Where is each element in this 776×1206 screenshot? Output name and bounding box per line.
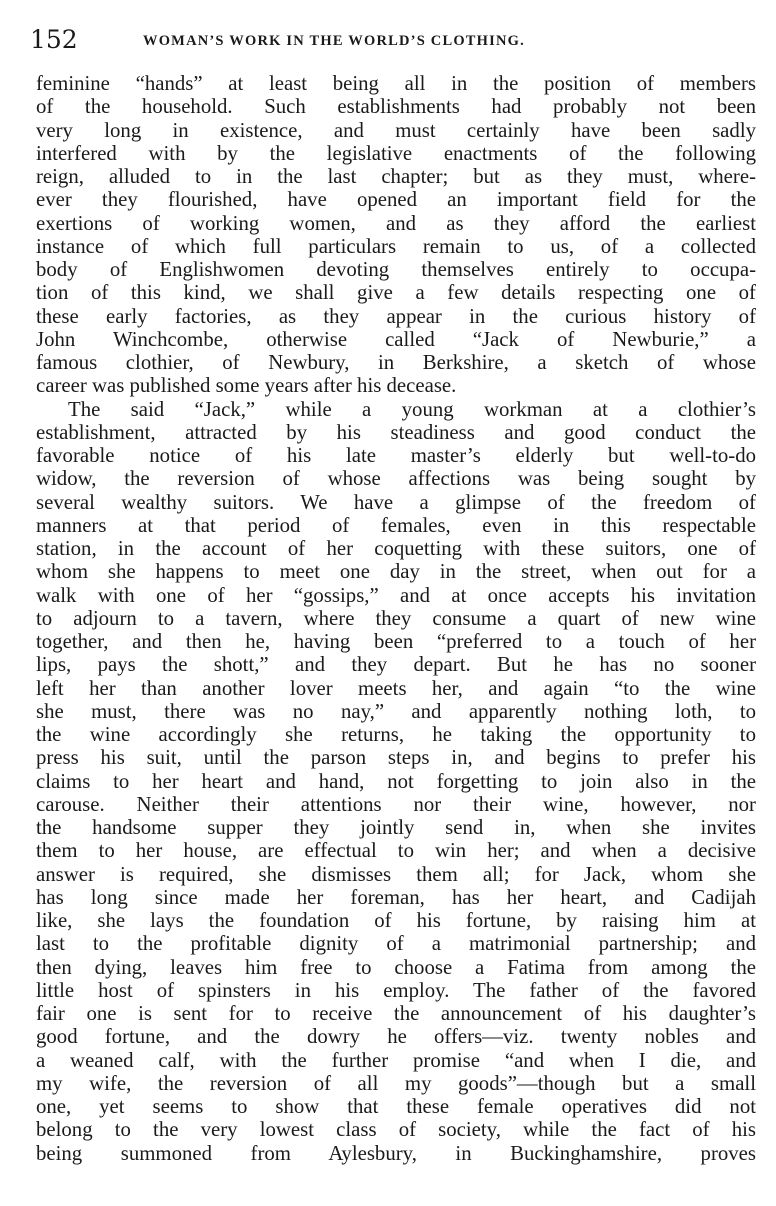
text-line: to adjourn to a tavern, where they consume a quart of new wine (36, 606, 756, 630)
page-header (30, 24, 752, 56)
text-line: career was published some years after his decease. (36, 374, 457, 398)
text-line: ever they flourished, have opened an important field for the (36, 188, 756, 212)
text-line: tion of this kind, we shall give a few details respecting one of (36, 281, 756, 305)
text-line: fair one is sent for to receive the announcement of his daughter’s (36, 1002, 756, 1025)
text-line: left her than another lover meets her, and again “to the wine (36, 676, 756, 700)
running-title: WOMAN’S WORK IN THE WORLD’S CLOTHING. (143, 33, 525, 49)
text-line: feminine “hands” at least being all in the position of members (36, 72, 756, 95)
text-line: these early factories, as they appear in the curious history of (36, 304, 756, 328)
text-line: of the household. Such establishments had probably not been (36, 95, 756, 119)
text-line: The said “Jack,” while a young workman at a clothier’s (68, 397, 756, 421)
text-line: interfered with by the legislative enactments of the following (36, 141, 756, 165)
text-line: station, in the account of her coquetting with these suitors, one of (36, 537, 756, 560)
text-line: reign, alluded to in the last chapter; but as they must, where- (36, 165, 756, 188)
text-line: walk with one of her “gossips,” and at once accepts his invitation (36, 583, 756, 607)
text-line: very long in existence, and must certainly have been sadly (36, 118, 756, 142)
text-line: lips, pays the shott,” and they depart. But he has no sooner (36, 653, 756, 677)
text-line: instance of which full particulars remain to us, of a collected (36, 234, 756, 258)
text-line: last to the profitable dignity of a matrimonial partnership; and (36, 932, 756, 956)
text-line: little host of spinsters in his employ. The father of the favored (36, 978, 756, 1002)
text-line: one, yet seems to show that these female operatives did not (36, 1095, 756, 1118)
text-line: she must, there was no nay,” and apparently nothing loth, to (36, 699, 756, 723)
text-line: being summoned from Aylesbury, in Buckinghamshire, proves (36, 1141, 756, 1165)
text-line: carouse. Neither their attentions nor their wine, however, nor (36, 792, 756, 816)
text-line: favorable notice of his late master’s elderly but well-to-do (36, 444, 756, 467)
text-line: John Winchcombe, otherwise called “Jack of Newburie,” a (36, 327, 756, 351)
text-line: press his suit, until the parson steps in, and begins to prefer his (36, 746, 756, 770)
text-line: belong to the very lowest class of society, while the fact of his (36, 1118, 756, 1142)
text-line: exertions of working women, and as they afford the earliest (36, 211, 756, 235)
text-line: widow, the reversion of whose affections was being sought by (36, 467, 756, 491)
text-line: several wealthy suitors. We have a glimpse of the freedom of (36, 490, 756, 514)
text-line: then dying, leaves him free to choose a Fatima from among the (36, 955, 756, 979)
text-line: my wife, the reversion of all my goods”—though but a small (36, 1071, 756, 1095)
body-text (36, 72, 756, 1165)
text-line: establishment, attracted by his steadiness and good conduct the (36, 420, 756, 444)
text-line: whom she happens to meet one day in the street, when out for a (36, 560, 756, 584)
text-line: claims to her heart and hand, not forgetting to join also in the (36, 769, 756, 793)
text-line: like, she lays the foundation of his fortune, by raising him at (36, 909, 756, 932)
text-line: good fortune, and the dowry he offers—viz. twenty nobles and (36, 1025, 756, 1049)
text-line: famous clothier, of Newbury, in Berkshire, a sketch of whose (36, 351, 756, 374)
text-line: them to her house, are effectual to win her; and when a decisive (36, 839, 756, 863)
text-line: has long since made her foreman, has her heart, and Cadijah (36, 885, 756, 909)
text-line: a weaned calf, with the further promise “and when I die, and (36, 1048, 756, 1072)
page-number: 152 (30, 25, 78, 54)
text-line: manners at that period of females, even in this respectable (36, 513, 756, 537)
text-line: the handsome supper they jointly send in, when she invites (36, 816, 756, 839)
text-line: together, and then he, having been “preferred to a touch of her (36, 630, 756, 653)
text-line: body of Englishwomen devoting themselves entirely to occupa- (36, 258, 756, 281)
paragraph (36, 398, 756, 1165)
paragraph (36, 72, 756, 398)
text-line: the wine accordingly she returns, he taking the opportunity to (36, 723, 756, 746)
text-line: answer is required, she dismisses them all; for Jack, whom she (36, 862, 756, 886)
